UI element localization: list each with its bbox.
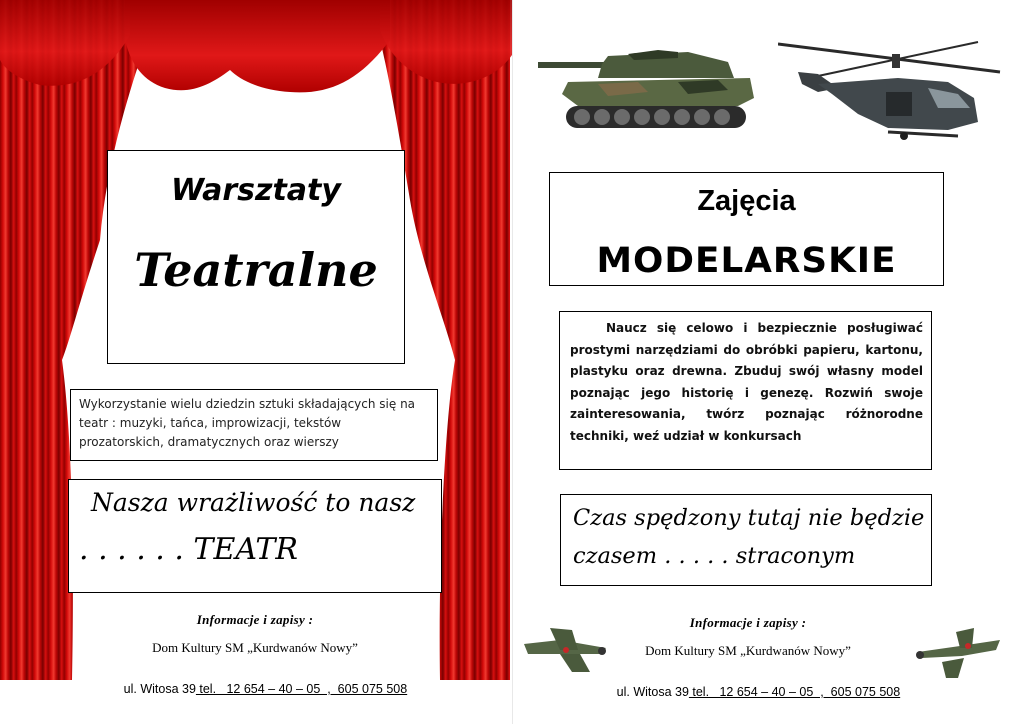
description-box-right <box>559 311 932 470</box>
motto-box-left <box>68 479 442 593</box>
title-small-right: Zajęcia <box>697 185 796 217</box>
info-block-right <box>578 615 918 713</box>
info-street-right: ul. Witosa 39 <box>616 685 689 699</box>
description-text-right: Naucz się celowo i bezpiecznie posługiwać prostymi narzędziami do obróbki papieru, kartonu, plastyku oraz drewna. Zbuduj swój własny model poznając jego historię i genezę. Rozwiń swoje zainteresowania, twórz poznając różnorodne techniki, weź udział w konkursach <box>570 321 923 443</box>
description-text-left: Wykorzystanie wielu dziedzin sztuki składających się na teatr : muzyki, tańca, improwizacji, tekstów prozatorskich, dramatycznych oraz wierszy <box>79 397 416 449</box>
info-place-right: Dom Kultury SM „Kurdwanów Nowy” <box>645 643 851 658</box>
tank-image <box>538 48 758 134</box>
helicopter-image <box>778 32 1003 144</box>
motto-line2-left: . . . . . . TEATR <box>79 532 298 567</box>
info-block-left <box>60 612 450 710</box>
info-phone-left: tel. 12 654 – 40 – 05 , 605 075 508 <box>195 682 408 696</box>
info-place-left: Dom Kultury SM „Kurdwanów Nowy” <box>152 640 358 655</box>
plane-image-right <box>912 622 1004 680</box>
description-box-left <box>70 389 438 461</box>
motto-box-right <box>560 494 932 586</box>
info-heading-left: Informacje i zapisy : <box>196 612 314 627</box>
info-address-left <box>60 668 450 710</box>
title-big-right: MODELARSKIE <box>596 241 897 281</box>
info-heading-right: Informacje i zapisy : <box>689 615 807 630</box>
title-small-left: Warsztaty <box>171 173 341 208</box>
info-street-left: ul. Witosa 39 <box>123 682 196 696</box>
info-phone-right: tel. 12 654 – 40 – 05 , 605 075 508 <box>688 685 901 699</box>
motto-line1-right: Czas spędzony tutaj nie będzie <box>573 505 925 531</box>
title-box-left <box>107 150 405 364</box>
motto-line2-right: czasem . . . . . straconym <box>573 543 856 569</box>
title-big-left: Teatralne <box>134 243 378 297</box>
title-box-right <box>549 172 944 286</box>
right-page <box>512 0 1024 724</box>
info-address-right <box>578 671 918 713</box>
motto-line1-left: Nasza wrażliwość to nasz <box>91 488 416 517</box>
